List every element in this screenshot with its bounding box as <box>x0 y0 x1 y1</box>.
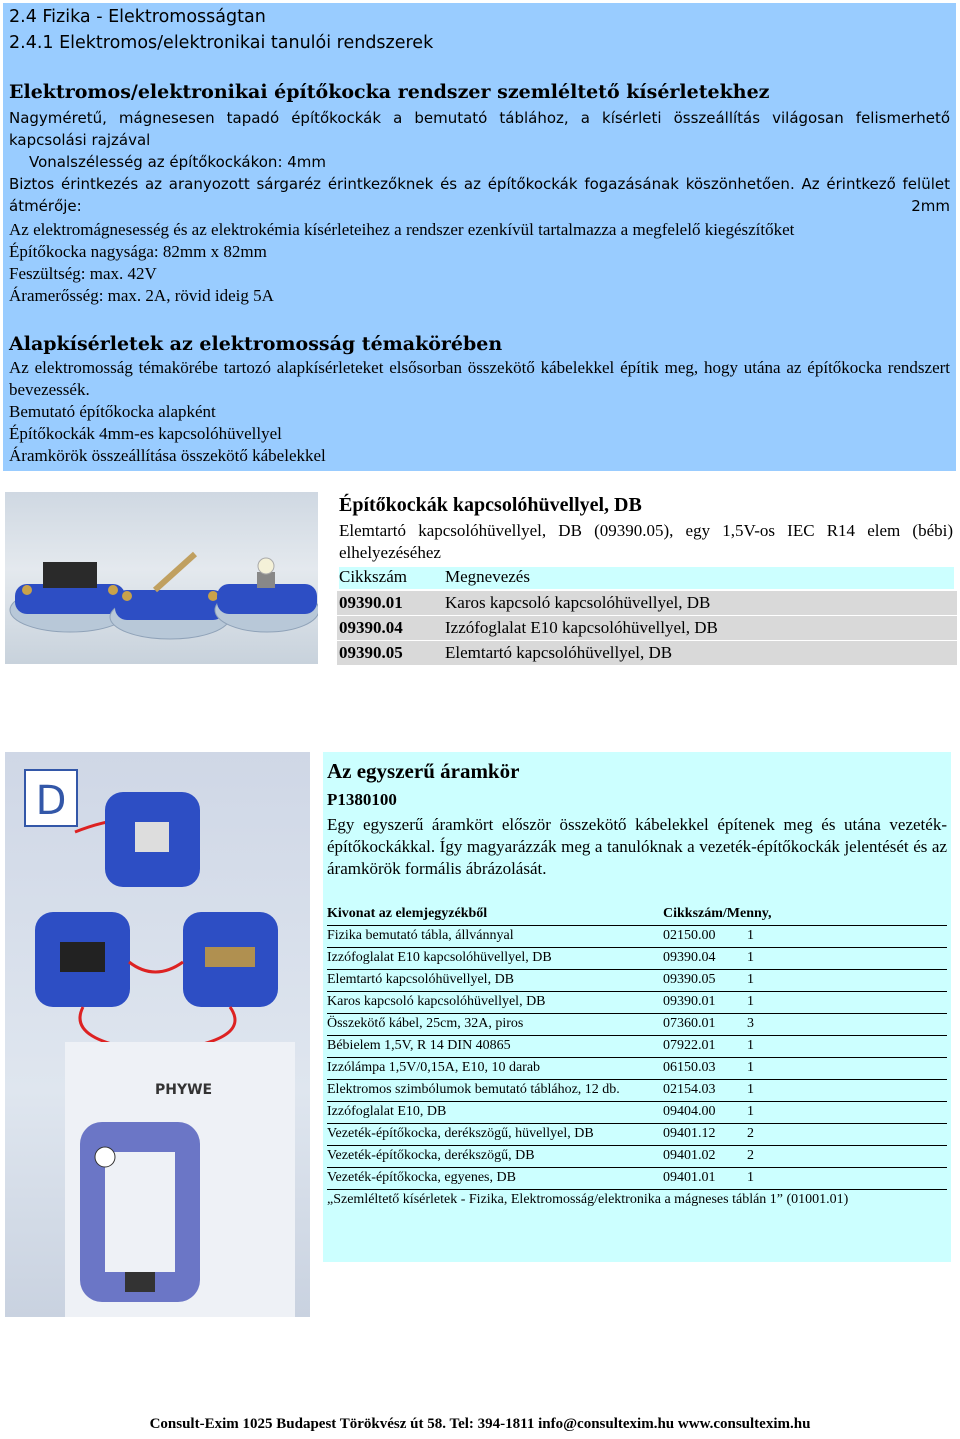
row-name: Izzófoglalat E10, DB <box>327 1104 447 1119</box>
row-name: Izzófoglalat E10 kapcsolóhüvellyel, DB <box>445 618 718 637</box>
section-heading: 2.4 Fizika - Elektromosságtan <box>9 7 266 27</box>
intro-specs <box>9 219 950 307</box>
table-row <box>327 970 947 992</box>
row-code: 09390.05 <box>663 972 716 987</box>
product-simple-circuit <box>323 752 951 1262</box>
intro-line <box>9 107 950 217</box>
table-row <box>327 1168 947 1190</box>
row-code: 09401.01 <box>663 1170 716 1185</box>
table-row <box>327 1058 947 1080</box>
block-lever-switch <box>110 554 230 639</box>
parts-note: „Szemléltető kísérletek - Fizika, Elektromosság/elektronika a mágneses táblán 1” (01001.01) <box>327 1192 849 1207</box>
table-row <box>337 615 957 640</box>
row-code: 02154.03 <box>663 1082 716 1097</box>
parts-table-header <box>327 904 947 926</box>
product2-code: P1380100 <box>327 790 397 809</box>
table-row <box>327 992 947 1014</box>
row-qty: 1 <box>747 994 754 1009</box>
row-name: Karos kapcsoló kapcsolóhüvellyel, DB <box>445 593 711 612</box>
row-qty: 1 <box>747 1170 754 1185</box>
product2-title: Az egyszerű áramkör <box>327 759 520 783</box>
row-qty: 1 <box>747 950 754 965</box>
product1-title: Építőkockák kapcsolóhüvellyel, DB <box>339 494 642 516</box>
table-row <box>327 1080 947 1102</box>
header-code: Cikkszám/Menny, <box>663 906 772 921</box>
table-row <box>337 590 957 615</box>
basics-body <box>9 357 950 467</box>
row-qty: 1 <box>747 928 754 943</box>
row-qty: 1 <box>747 1060 754 1075</box>
intro-line-6: Feszültség: max. 42V <box>9 264 157 283</box>
row-name: Bébielem 1,5V, R 14 DIN 40865 <box>327 1038 511 1053</box>
row-name: Izzófoglalat E10 kapcsolóhüvellyel, DB <box>327 950 552 965</box>
intro-line-7: Áramerősség: max. 2A, rövid ideig 5A <box>9 286 274 305</box>
intro-line-2: Vonalszélesség az építőkockákon: 4mm <box>29 153 327 171</box>
header-item: Kivonat az elemjegyzékből <box>327 906 488 921</box>
row-qty: 1 <box>747 972 754 987</box>
row-code: 09390.04 <box>339 618 403 637</box>
intro-title: Elektromos/elektronikai építőkocka rendszer szemléltető kísérletekhez <box>9 81 770 103</box>
table-row <box>327 1036 947 1058</box>
brand-label: PHYWE <box>155 1082 213 1098</box>
row-name: Vezeték-építőkocka, egyenes, DB <box>327 1170 516 1185</box>
intro-line-5: Építőkocka nagysága: 82mm x 82mm <box>9 242 267 261</box>
parts-table <box>327 904 947 1210</box>
table-row <box>327 948 947 970</box>
intro-line-4: Az elektromágnesesség és az elektrokémia kísérleteihez a rendszer ezenkívül tartalmazza a megfelelő kiegészítőket <box>9 220 795 239</box>
block-lamp-holder <box>215 558 318 632</box>
col-name: Megnevezés <box>445 567 530 586</box>
row-code: 07922.01 <box>663 1038 716 1053</box>
row-qty: 2 <box>747 1148 754 1163</box>
subsection-heading: 2.4.1 Elektromos/elektronikai tanulói rendszerek <box>9 33 434 53</box>
row-qty: 1 <box>747 1038 754 1053</box>
product-building-blocks <box>337 490 957 668</box>
logo-letter: D <box>35 778 67 824</box>
basics-item-1: Bemutató építőkocka alapként <box>9 402 216 421</box>
page-footer: Consult-Exim 1025 Budapest Törökvész út 58. Tel: 394-1811 info@consultexim.hu www.consultexim.hu <box>149 1416 811 1432</box>
table-row <box>327 1124 947 1146</box>
row-code: 09390.04 <box>663 950 716 965</box>
table-row <box>327 1014 947 1036</box>
col-code: Cikkszám <box>339 567 407 586</box>
row-qty: 1 <box>747 1104 754 1119</box>
intro-line-3a: Biztos érintkezés az aranyozott sárgaréz érintkezőknek és az építőkockák fogazásának köszönhetően. Az érintkező felület átmérője: 2mm <box>9 175 950 215</box>
table-row <box>327 926 947 948</box>
row-name: Fizika bemutató tábla, állvánnyal <box>327 928 514 943</box>
row-qty: 1 <box>747 1082 754 1097</box>
row-name: Elektromos szimbólumok bemutató táblához, 12 db. <box>327 1082 620 1097</box>
table-row <box>337 640 957 665</box>
product1-desc: Elemtartó kapcsolóhüvellyel, DB (09390.05), egy 1,5V-os IEC R14 elem (bébi) elhelyezéséhez <box>339 521 953 562</box>
row-code: 09401.12 <box>663 1126 716 1141</box>
product-photo-building-blocks <box>5 492 318 664</box>
row-code: 09401.02 <box>663 1148 716 1163</box>
row-name: Vezeték-építőkocka, derékszögű, hüvellyel, DB <box>327 1126 594 1141</box>
intro-line-1: Nagyméretű, mágnesesen tapadó építőkockák a bemutató táblához, a kísérleti összeállítás világosan felismerhető kapcsolási rajzával <box>9 109 950 149</box>
table-row <box>327 1146 947 1168</box>
basics-item-3: Áramkörök összeállítása összekötő kábelekkel <box>9 446 326 465</box>
row-code: 09404.00 <box>663 1104 716 1119</box>
row-name: Vezeték-építőkocka, derékszögű, DB <box>327 1148 535 1163</box>
intro-panel <box>3 3 956 471</box>
product1-table-header <box>339 567 954 589</box>
basics-title: Alapkísérletek az elektromosság témakörében <box>9 333 503 355</box>
basics-item-2: Építőkockák 4mm-es kapcsolóhüvellyel <box>9 424 282 443</box>
row-qty: 2 <box>747 1126 754 1141</box>
basics-text: Az elektromosság témakörébe tartozó alapkísérleteket elsősorban összekötő kábelekkel építik meg, hogy utána az építőkocka rendszert bevezessék. <box>9 358 950 399</box>
row-name: Elemtartó kapcsolóhüvellyel, DB <box>445 643 673 662</box>
row-code: 09390.01 <box>339 593 403 612</box>
row-code: 09390.01 <box>663 994 716 1009</box>
row-name: Elemtartó kapcsolóhüvellyel, DB <box>327 972 515 987</box>
row-code: 06150.03 <box>663 1060 716 1075</box>
row-code: 09390.05 <box>339 643 403 662</box>
row-code: 02150.00 <box>663 928 716 943</box>
row-name: Karos kapcsoló kapcsolóhüvellyel, DB <box>327 994 546 1009</box>
row-name: Izzólámpa 1,5V/0,15A, E10, 10 darab <box>327 1060 541 1075</box>
table-row <box>327 1102 947 1124</box>
product-photo-simple-circuit <box>5 752 310 1317</box>
row-name: Összekötő kábel, 25cm, 32A, piros <box>327 1016 524 1031</box>
row-code: 07360.01 <box>663 1016 716 1031</box>
product2-desc: Egy egyszerű áramkört először összekötő kábelekkel építenek meg és utána vezeték-építőkockákkal. Így magyarázzák meg a tanulóknak a vezeték-építőkockák jelentését és az áramkörök formális ábrázolását. <box>327 815 947 878</box>
row-qty: 3 <box>747 1016 754 1031</box>
